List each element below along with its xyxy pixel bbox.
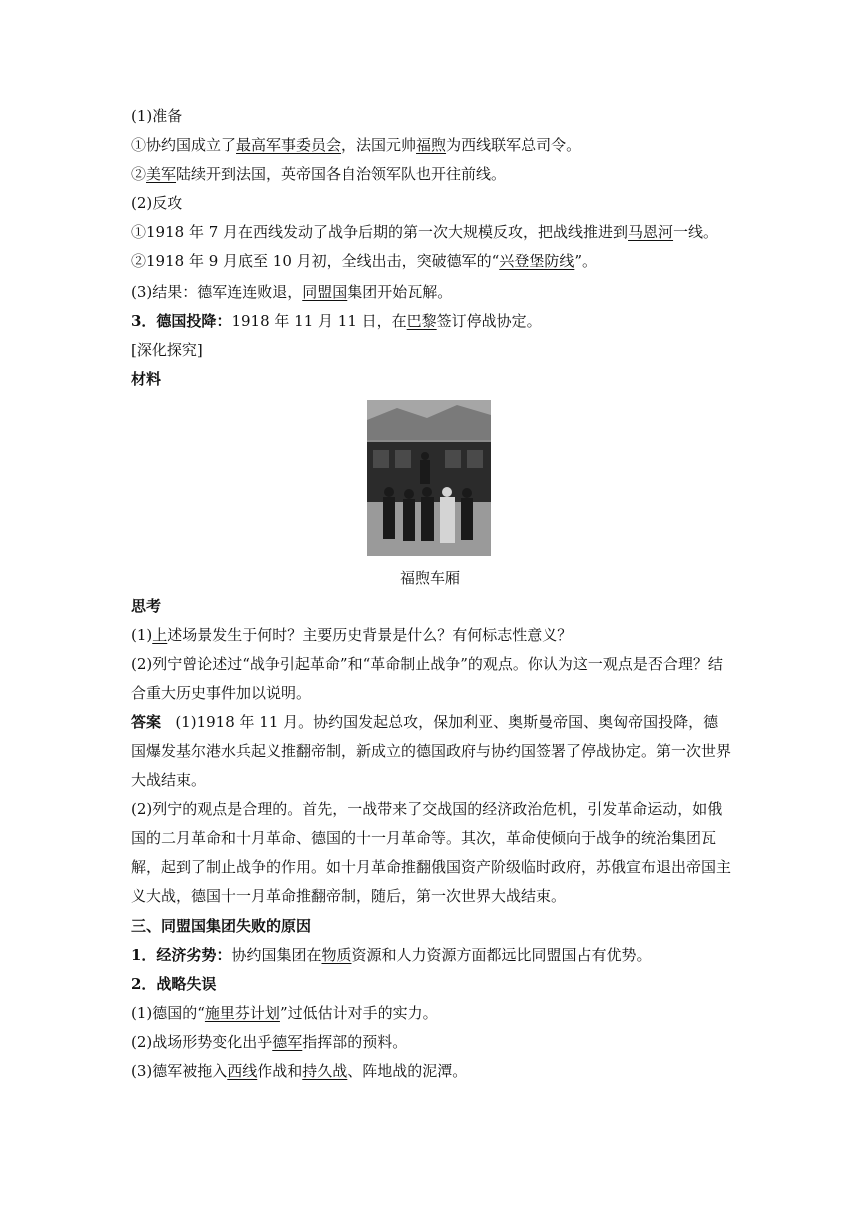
strategic-mistake-1: (1)德国的“施里芬计划”过低估计对手的实力。 (131, 1004, 438, 1022)
photo-caption: 福煦车厢 (399, 569, 460, 587)
photo-illustration (367, 400, 491, 556)
economic-disadvantage-line: 1．经济劣势：协约国集团在物质资源和人力资源方面都远比同盟国占有优势。 (131, 946, 652, 964)
deep-title: [深化探究] (131, 341, 203, 359)
counter-item-2: ②1918 年 9 月底至 10 月初，全线出击，突破德军的“兴登堡防线”。 (131, 252, 598, 270)
foch-railway-carriage-photo (367, 400, 491, 556)
counter-item-1: ①1918 年 7 月在西线发动了战争后期的第一次大规模反攻，把战线推进到马恩河一线。 (131, 223, 719, 241)
section-3-title: 三、同盟国集团失败的原因 (131, 917, 312, 935)
prep-item-1: ①协约国成立了最高军事委员会，法国元帅福煦为西线联军总司令。 (131, 136, 582, 154)
think-question-1: (1)上述场景发生于何时？主要历史背景是什么？有何标志性意义？ (131, 626, 573, 644)
surrender-line: 3．德国投降：1918 年 11 月 11 日，在巴黎签订停战协定。 (131, 312, 542, 330)
counter-title: (2)反攻 (131, 194, 183, 212)
prep-title: (1)准备 (131, 107, 183, 125)
strategic-mistake-title: 2．战略失误 (131, 975, 217, 993)
answer-2: (2)列宁的观点是合理的。首先，一战带来了交战国的经济政治危机，引发革命运动，如俄国的二月革命和十月革命、德国的十一月革命等。其次，革命使倾向于战争的统治集团瓦解，起到了制止战争的作用。如十月革命推翻俄国资产阶级临时政府，苏俄宣布退出帝国主义大战，德国十一月革命推翻帝制，随后，第一次世界大战结束。 (131, 800, 732, 905)
result-line: (3)结果：德军连连败退，同盟国集团开始瓦解。 (131, 283, 453, 301)
think-question-2: (2)列宁曾论述过“战争引起革命”和“革命制止战争”的观点。你认为这一观点是否合理？结合重大历史事件加以说明。 (131, 655, 723, 702)
strategic-mistake-2: (2)战场形势变化出乎德军指挥部的预料。 (131, 1033, 408, 1051)
think-title: 思考 (131, 597, 162, 615)
material-label: 材料 (131, 370, 162, 388)
answer-1: 答案 (1)1918 年 11 月。协约国发起总攻，保加利亚、奥斯曼帝国、奥匈帝国投降，德国爆发基尔港水兵起义推翻帝制，新成立的德国政府与协约国签署了停战协定。第一次世界大战结束。 (131, 713, 732, 789)
strategic-mistake-3: (3)德军被拖入西线作战和持久战、阵地战的泥潭。 (131, 1062, 468, 1080)
prep-item-2: ②美军陆续开到法国，英帝国各自治领军队也开往前线。 (131, 165, 507, 183)
